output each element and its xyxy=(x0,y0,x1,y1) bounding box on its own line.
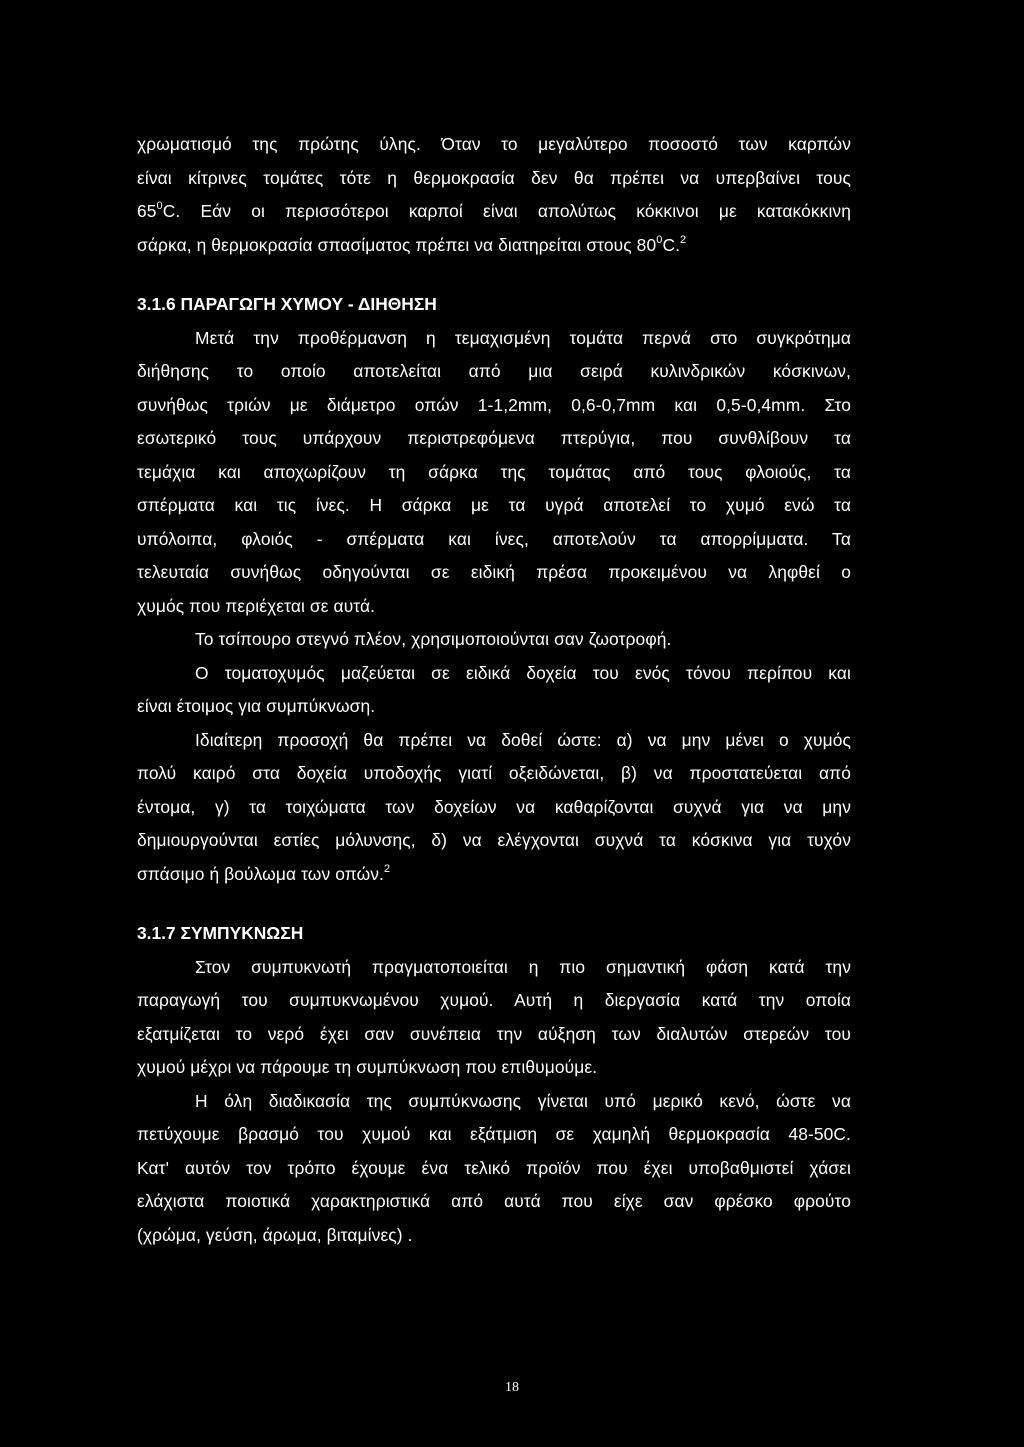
text-line: συνήθως τριών με διάμετρο οπών 1-1,2mm, 0,6-0,7mm και 0,5-0,4mm. Στο xyxy=(137,394,851,415)
text-line: Ο τοματοχυμός μαζεύεται σε ειδικά δοχεία του ενός τόνου περίπου και xyxy=(195,662,851,683)
text-line: χρωματισμό της πρώτης ύλης. Όταν το μεγαλύτερο ποσοστό των καρπών xyxy=(137,134,851,154)
text-line: διήθησης το οποίο αποτελείται από μια σειρά κυλινδρικών κόσκινων, xyxy=(137,361,851,381)
footnote-ref: 2 xyxy=(383,862,391,875)
text-line: $65^0C$. Εάν οι περισσότεροι καρποί είναι απολύτως κόκκινοι με κατακόκκινη xyxy=(137,200,851,221)
text-line: (χρώμα, γεύση, άρωμα, βιταμίνες) . xyxy=(137,1224,413,1245)
paragraph-316-3 xyxy=(137,657,851,724)
text-line: δημιουργούνται εστίες μόλυνσης, δ) να ελέγχονται συχνά τα κόσκινα για τυχόν xyxy=(137,830,851,850)
text-line: Μετά την προθέρμανση η τεμαχισμένη τομάτα περνά στο συγκρότημα xyxy=(195,327,851,348)
text-line: είναι έτοιμος για συμπύκνωση. xyxy=(137,696,376,716)
paragraph-316-1 xyxy=(137,322,851,624)
text-line: παραγωγή του συμπυκνωμένου χυμού. Αυτή η διεργασία κατά την οποία xyxy=(137,990,851,1010)
text-line: τεμάχια και αποχωρίζουν τη σάρκα της τομάτας από τους φλοιούς, τα xyxy=(137,461,851,482)
text-line: Στον συμπυκνωτή πραγματοποιείται η πιο σημαντική φάση κατά την xyxy=(195,956,851,977)
text-line: χυμός που περιέχεται σε αυτά. xyxy=(137,595,376,616)
footnote-ref: 2 xyxy=(680,233,687,246)
text-line: εξατμίζεται το νερό έχει σαν συνέπεια την αύξηση των διαλυτών στερεών του xyxy=(137,1023,851,1044)
paragraph-316-4 xyxy=(137,724,851,892)
document-body xyxy=(137,128,851,1252)
text-line: έντομα, γ) τα τοιχώματα των δοχείων να καθαρίζονται συχνά για να μην xyxy=(137,796,851,817)
paragraph-317-2 xyxy=(137,1085,851,1253)
page-number: 18 xyxy=(505,1380,519,1395)
section-heading-317: 3.1.7 ΣΥΜΠΥΚΝΩΣΗ xyxy=(137,923,304,943)
text-line: εσωτερικό τους υπάρχουν περιστρεφόμενα πτερύγια, που συνθλίβουν τα xyxy=(137,428,851,448)
intro-paragraph xyxy=(137,128,851,262)
section-heading-316: 3.1.6 ΠΑΡΑΓΩΓΗ ΧΥΜΟΥ - ΔΙΗΘΗΣΗ xyxy=(137,294,437,314)
text-line: σάρκα, η θερμοκρασία σπασίματος πρέπει να διατηρείται στους $80^0C.^2$ xyxy=(137,233,687,255)
text-line: Η όλη διαδικασία της συμπύκνωσης γίνεται υπό μερικό κενό, ώστε να xyxy=(195,1090,851,1111)
text-line: είναι κίτρινες τομάτες τότε η θερμοκρασία δεν θα πρέπει να υπερβαίνει τους xyxy=(137,167,851,188)
paragraph-317-1 xyxy=(137,951,851,1085)
text-line: υπόλοιπα, φλοιός - σπέρματα και ίνες, αποτελούν τα απορρίμματα. Τα xyxy=(137,528,851,549)
text-line: σπέρματα και τις ίνες. Η σάρκα με τα υγρά αποτελεί το χυμό ενώ τα xyxy=(137,495,851,515)
text-line: χυμού μέχρι να πάρουμε τη συμπύκνωση που επιθυμούμε. xyxy=(137,1057,598,1077)
text-line: Κατ' αυτόν τον τρόπο έχουμε ένα τελικό προϊόν που έχει υποβαθμιστεί χάσει xyxy=(137,1157,851,1178)
text-line: ελάχιστα ποιοτικά χαρακτηριστικά από αυτά που είχε σαν φρέσκο φρούτο xyxy=(137,1191,851,1211)
text-line: Ιδιαίτερη προσοχή θα πρέπει να δοθεί ώστε: α) να μην μένει ο χυμός xyxy=(195,729,851,750)
text-line: πετύχουμε βρασμό του χυμού και εξάτμιση σε χαμηλή θερμοκρασία 48-50C. xyxy=(137,1124,851,1144)
paragraph-316-2: Το τσίπουρο στεγνό πλέον, χρησιμοποιούνται σαν ζωοτροφή. xyxy=(195,629,672,649)
text-line: σπάσιμο ή βούλωμα των οπών.$^2$ xyxy=(137,862,391,884)
text-line: τελευταία συνήθως οδηγούνται σε ειδική πρέσα προκειμένου να ληφθεί ο xyxy=(137,562,851,582)
text-line: πολύ καιρό στα δοχεία υποδοχής γιατί οξειδώνεται, β) να προστατεύεται από xyxy=(137,763,851,783)
